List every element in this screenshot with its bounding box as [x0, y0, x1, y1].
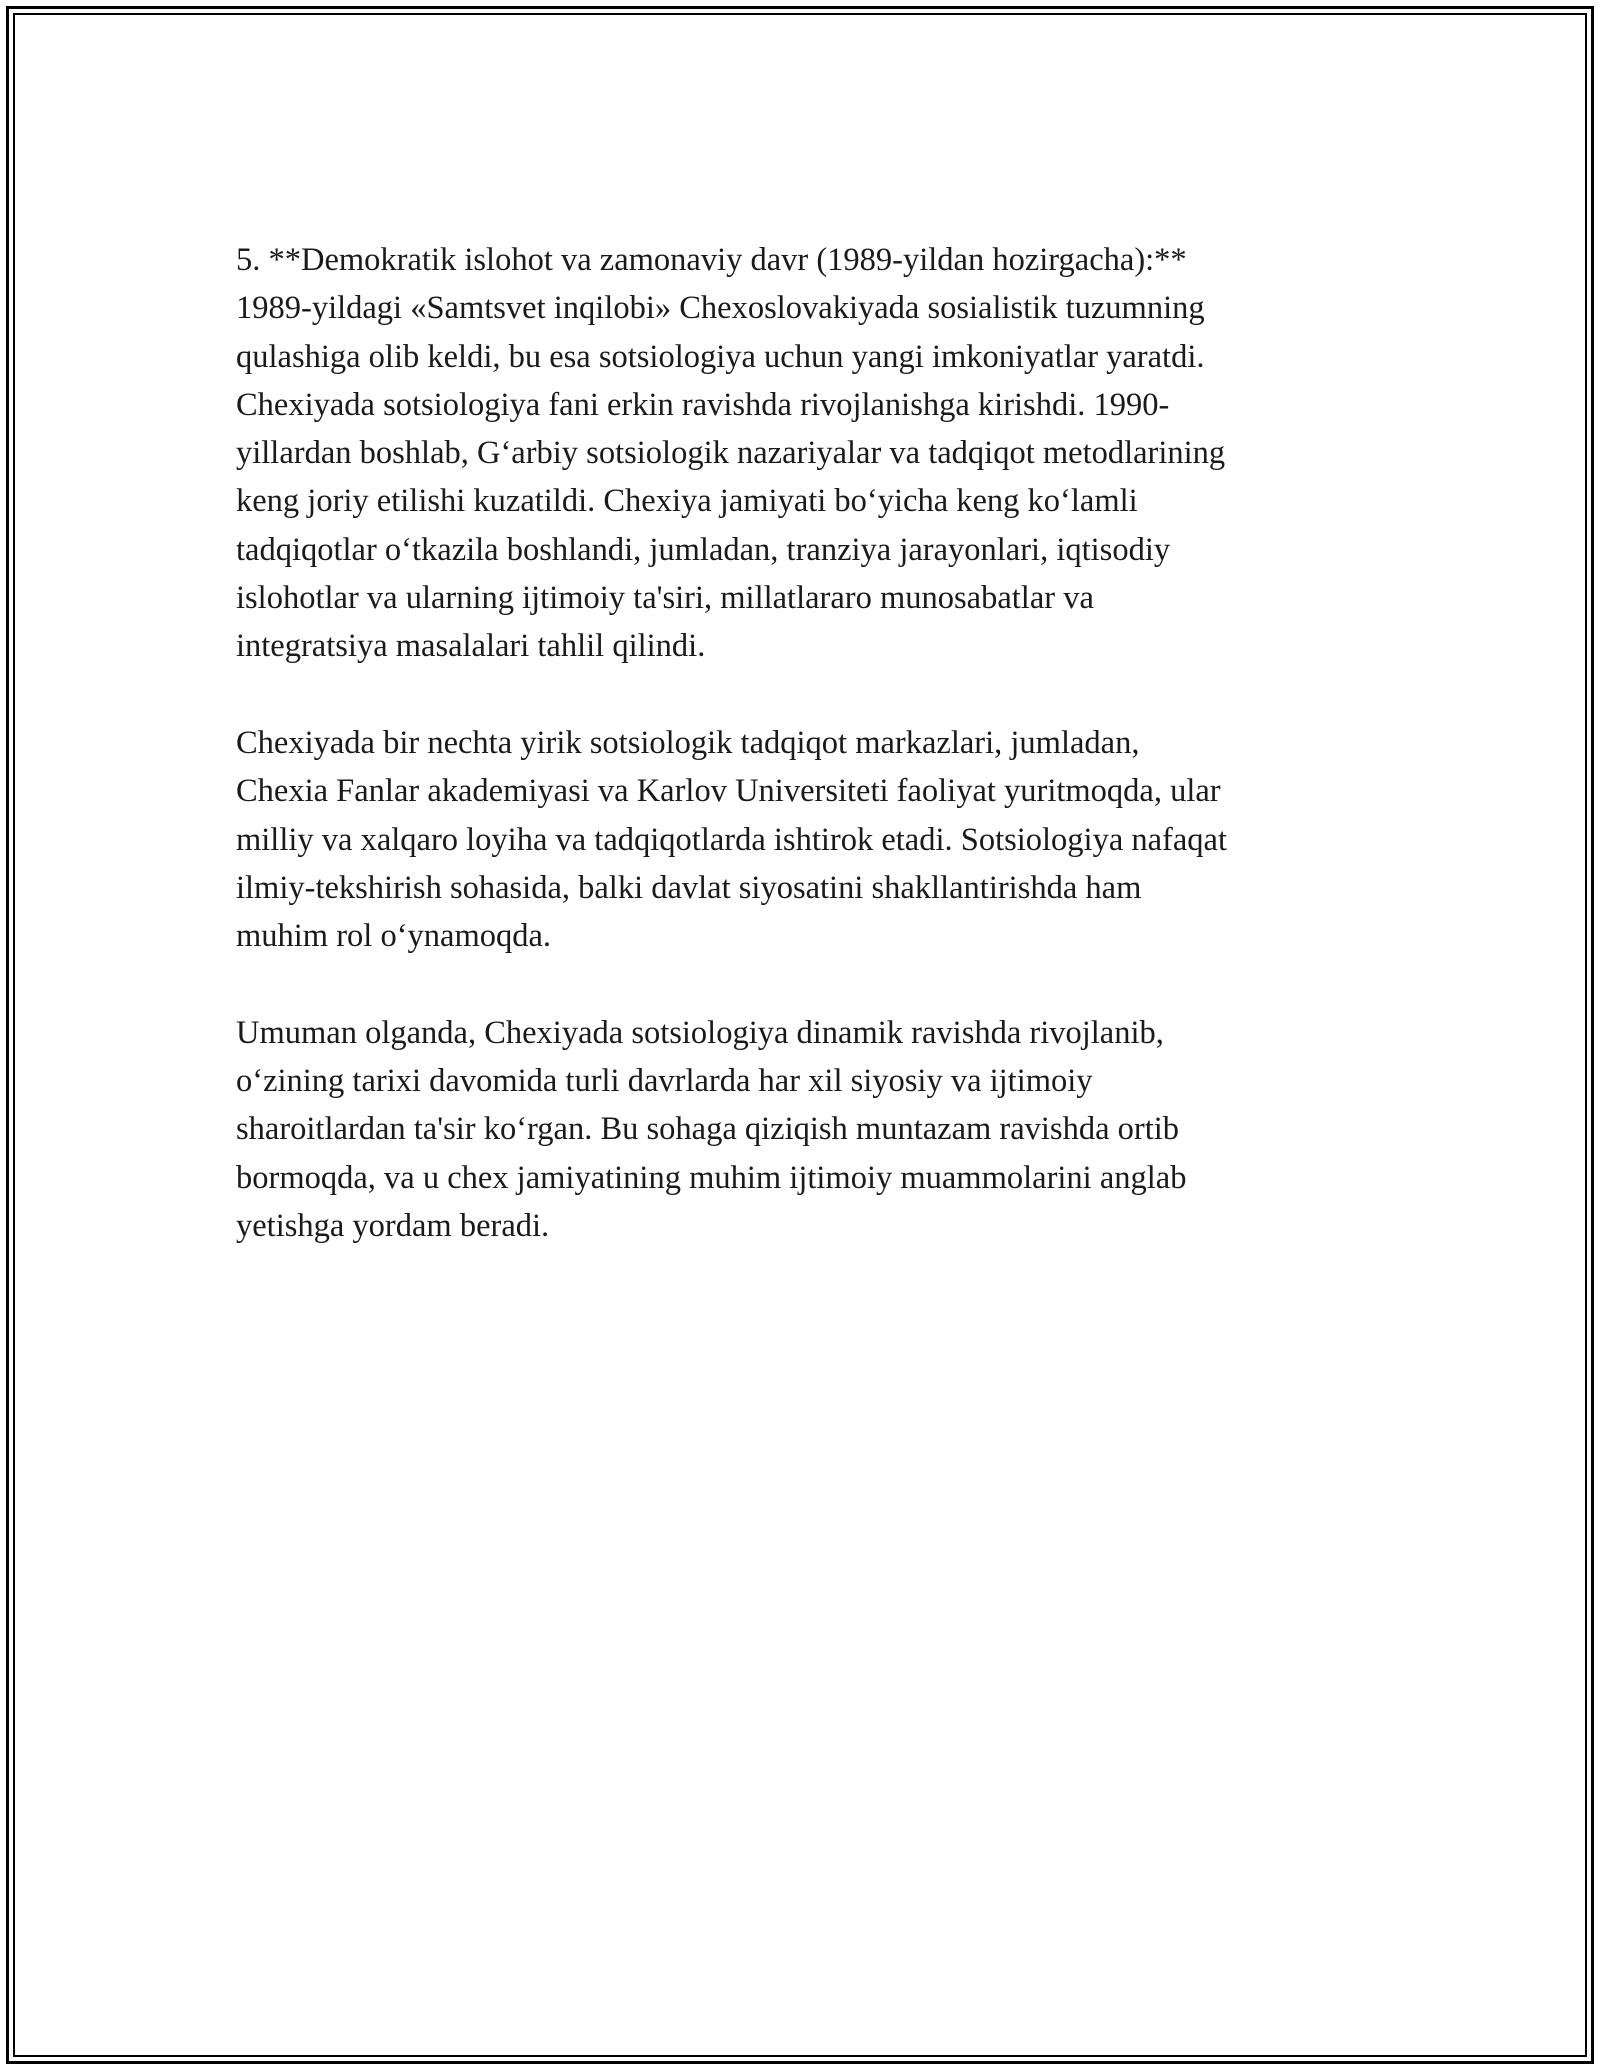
- text-line: yillardan boshlab, G‘arbiy sotsiologik nazariyalar va tadqiqot metodlarining: [236, 435, 1226, 472]
- text-line: qulashiga olib keldi, bu esa sotsiologiya uchun yangi imkoniyatlar yaratdi.: [236, 338, 1205, 375]
- text-line: ilmiy-tekshirish sohasida, balki davlat siyosatini shakllantirishda ham: [236, 869, 1142, 906]
- text-line: milliy va xalqaro loyiha va tadqiqotlarda ishtirok etadi. Sotsiologiya nafaqat: [236, 821, 1228, 858]
- text-line: islohotlar va ularning ijtimoiy ta'siri, millatlararo munosabatlar va: [236, 580, 1094, 617]
- text-line: bormoqda, va u chex jamiyatining muhim ijtimoiy muammolarini anglab: [236, 1159, 1187, 1196]
- paragraph-democratic-reform: [236, 236, 1376, 671]
- text-line: Chexiyada bir nechta yirik sotsiologik tadqiqot markazlari, jumladan,: [236, 724, 1140, 761]
- paragraph-conclusion: [236, 1009, 1376, 1250]
- paragraph-research-centers: [236, 719, 1376, 960]
- text-line: Umuman olganda, Chexiyada sotsiologiya dinamik ravishda rivojlanib,: [236, 1014, 1164, 1051]
- text-line: Chexiyada sotsiologiya fani erkin ravishda rivojlanishga kirishdi. 1990-: [236, 386, 1170, 423]
- text-line: 5. **Demokratik islohot va zamonaviy davr (1989-yildan hozirgacha):**: [236, 242, 1187, 278]
- text-line: keng joriy etilishi kuzatildi. Chexiya jamiyati bo‘yicha keng ko‘lamli: [236, 483, 1138, 520]
- text-line: muhim rol o‘ynamoqda.: [236, 918, 552, 955]
- text-line: integratsiya masalalari tahlil qilindi.: [236, 628, 706, 665]
- document-body: [236, 236, 1376, 1299]
- text-line: yetishga yordam beradi.: [236, 1207, 550, 1244]
- text-line: sharoitlardan ta'sir ko‘rgan. Bu sohaga qiziqish muntazam ravishda ortib: [236, 1111, 1180, 1148]
- text-line: o‘zining tarixi davomida turli davrlarda har xil siyosiy va ijtimoiy: [236, 1063, 1093, 1100]
- text-line: 1989-yildagi «Samtsvet inqilobi» Chexoslovakiyada sosialistik tuzumning: [236, 290, 1205, 327]
- text-line: Chexia Fanlar akademiyasi va Karlov Universiteti faoliyat yuritmoqda, ular: [236, 773, 1221, 810]
- text-line: tadqiqotlar o‘tkazila boshlandi, jumladan, tranziya jarayonlari, iqtisodiy: [236, 531, 1171, 568]
